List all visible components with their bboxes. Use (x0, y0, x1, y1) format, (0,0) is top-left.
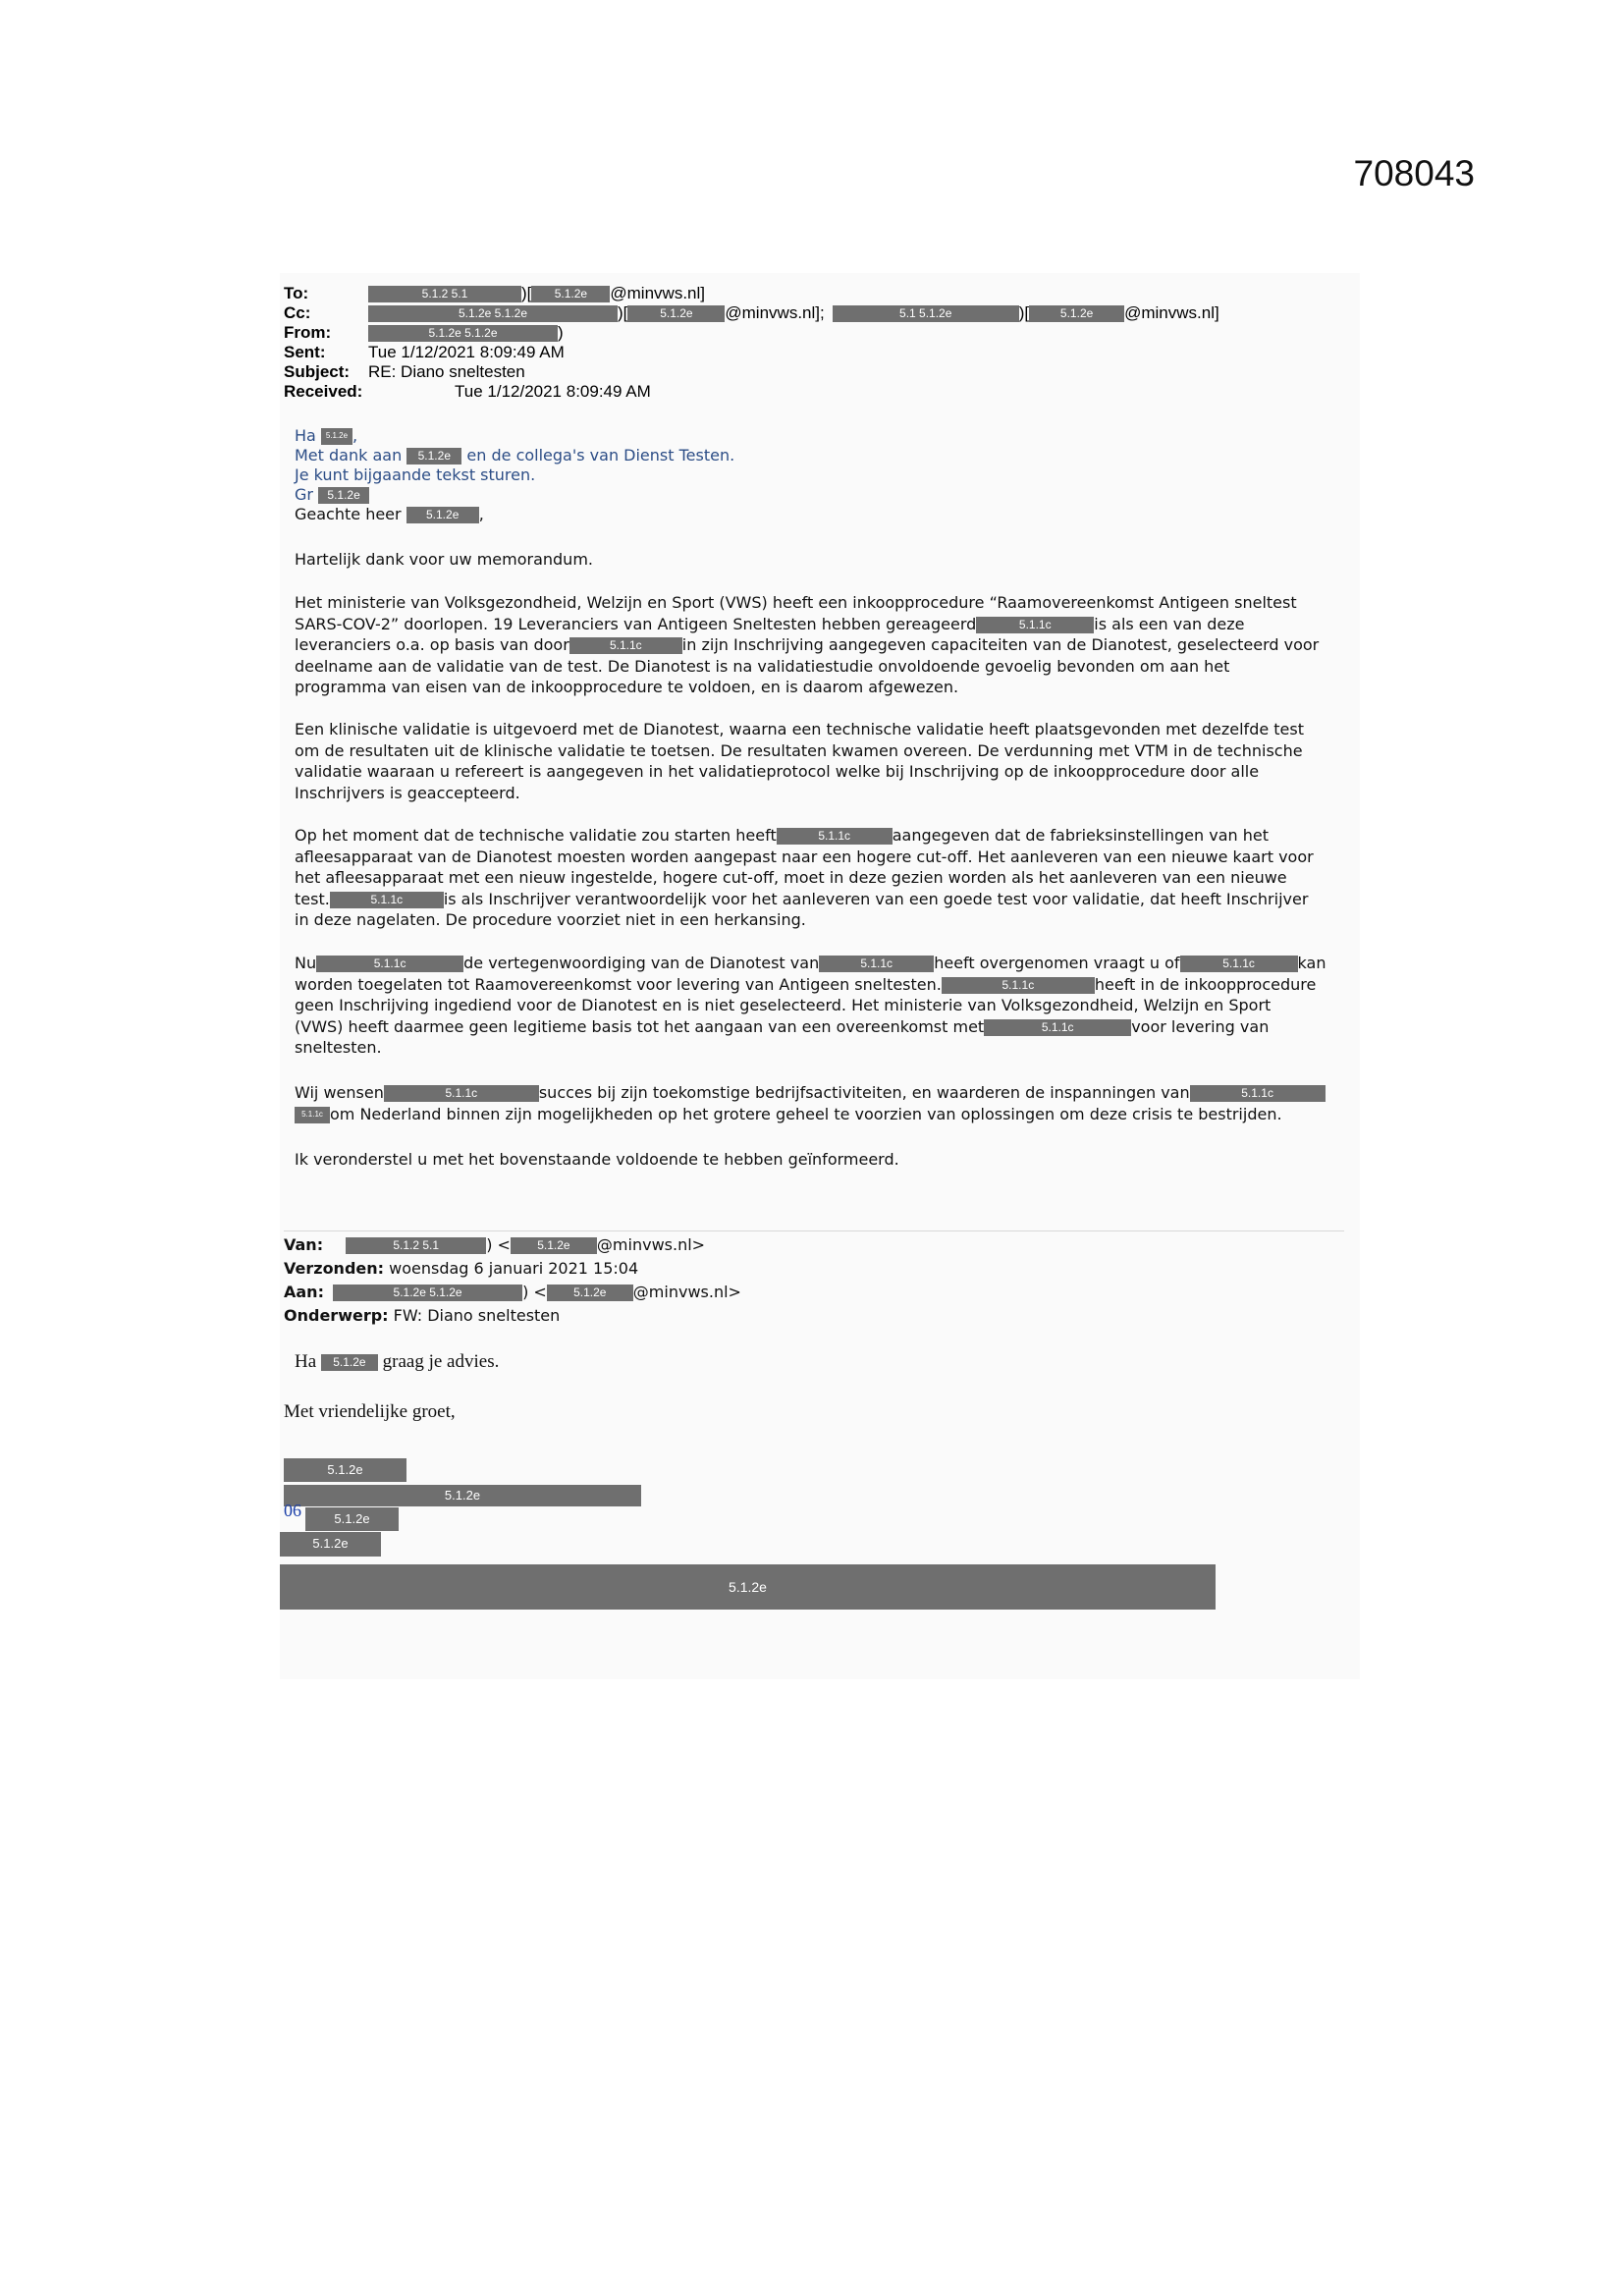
text-line: worden toegelaten tot Raamovereenkomst voor levering van Antigeen sneltesten. (295, 974, 942, 994)
redaction: 5.1.1c (330, 892, 444, 908)
verzonden-value: woensdag 6 januari 2021 15:04 (389, 1259, 639, 1278)
redaction: 5.1.2 5.1 (368, 286, 521, 302)
text-line: om Nederland binnen zijn mogelijkheden op het grotere geheel te voorzien van oplossingen om deze crisis te bestrijden. (330, 1104, 1282, 1123)
punct: ) < (486, 1235, 511, 1254)
subject-row (284, 362, 1219, 382)
text-line: aangegeven dat de fabrieksinstellingen van het (892, 826, 1269, 845)
received-row (284, 382, 1219, 402)
redaction: 5.1.1c (819, 956, 934, 972)
text-line: is als Inschrijver verantwoordelijk voor het aanleveren van een goede test voor validatie, dat heeft Inschrijver (443, 889, 1309, 908)
redaction: 5.1.1c (569, 637, 682, 654)
text-line: Nu (295, 954, 317, 972)
from-row: From: 5.1.2e 5.1.2e ) (284, 323, 564, 342)
redaction: 5.1.1c (1190, 1085, 1326, 1102)
text-line: is als een van deze (1094, 614, 1245, 633)
reply-message (295, 426, 734, 524)
email-header (284, 284, 1219, 402)
text-line: SARS-COV-2” doorlopen. 19 Leveranciers van Antigeen Sneltesten hebben gereageerd (295, 614, 977, 633)
text-line: in zijn Inschrijving aangegeven capaciteiten van de Dianotest, geselecteerd voor (681, 635, 1320, 655)
reply-line: Je kunt bijgaande tekst sturen. (295, 465, 536, 484)
text-line: Op het moment dat de technische validatie zou starten heeft (295, 826, 777, 845)
van-domain: @minvws.nl> (596, 1235, 706, 1254)
reply-greeting: Ha (295, 426, 316, 445)
redaction: 5.1.2e (406, 507, 479, 523)
text-line: graag je advies. (382, 1351, 500, 1372)
text-line: Een klinische validatie is uitgevoerd met de Dianotest, waarna een technische validatie heeft plaatsgevonden met dezelfde test (295, 720, 1304, 738)
phone-prefix: 06 (284, 1501, 301, 1520)
redaction: 5.1.2e (531, 286, 610, 302)
redaction: 5.1 5.1.2e (833, 305, 1019, 322)
verzonden-label: Verzonden: (284, 1259, 385, 1278)
punct: ) < (522, 1283, 547, 1301)
paragraph-4 (295, 825, 1345, 931)
redaction: 5.1.1c (1180, 956, 1298, 972)
salutation: Geachte heer (295, 505, 402, 523)
to-label: To: (284, 284, 309, 302)
text-line: de vertegenwoordiging van de Dianotest van (463, 954, 820, 972)
text-line: Hartelijk dank voor uw memorandum. (295, 550, 593, 569)
sent-label: Sent: (284, 343, 326, 361)
from-label: From: (284, 323, 332, 342)
redaction: 5.1.2e (321, 428, 352, 445)
cc-label: Cc: (284, 303, 311, 322)
text-line: test. (295, 889, 330, 908)
redaction: 5.1.1c (942, 977, 1095, 994)
paragraph-6 (295, 1082, 1345, 1124)
punct: , (478, 505, 484, 523)
redaction: 5.1.1c (777, 828, 893, 845)
text-line: succes bij zijn toekomstige bedrijfsactiviteiten, en waarderen de inspanningen van (538, 1083, 1190, 1102)
signature-redaction: 5.1.2e (284, 1458, 406, 1482)
subject-label: Subject: (284, 362, 351, 381)
punct: , (352, 426, 358, 445)
text-line: om de resultaten uit de klinische validatie te toetsen. De resultaten kwamen overeen. De verdunning met VTM in de technische (295, 740, 1303, 760)
redaction: 5.1.1c (984, 1019, 1131, 1036)
sent-row (284, 343, 1219, 362)
redaction: 5.1.2e 5.1.2e (333, 1285, 522, 1301)
reply-line: Met dank aan (295, 446, 403, 465)
redaction: 5.1.1c (295, 1107, 330, 1123)
redaction: 5.1.2e (547, 1285, 633, 1301)
closing-greeting: Met vriendelijke groet, (284, 1401, 456, 1422)
aan-label: Aan: (284, 1283, 324, 1301)
redaction: 5.1.1c (384, 1085, 539, 1102)
text-line: in deze nagelaten. De procedure voorziet niet in een herkansing. (295, 910, 806, 930)
forwarded-header (284, 1233, 741, 1328)
cc-row: Cc: 5.1.2e 5.1.2e )[ 5.1.2e @minvws.nl]; 5.1 5.1.2e )[ 5.1.2e @minvws.nl] (284, 303, 1219, 322)
footer-redaction: 5.1.2e (280, 1564, 1216, 1610)
text-line: Wij wensen (295, 1083, 384, 1102)
redaction: 5.1.2e (321, 1354, 378, 1371)
text-line: sneltesten. (295, 1038, 382, 1058)
document-number: 708043 (1353, 153, 1475, 193)
received-value: Tue 1/12/2021 8:09:49 AM (455, 382, 651, 401)
signature-redaction: 5.1.2e (280, 1532, 381, 1557)
text-line: deelname aan de validatie van de test. De Dianotest is na validatiestudie onvoldoende gevoelig bevonden om aan het (295, 656, 1230, 676)
redaction: 5.1.2e (627, 305, 725, 322)
signature-redaction: 5.1.2e (305, 1507, 399, 1531)
paragraph-5 (295, 953, 1345, 1059)
redaction: 5.1.2e (318, 487, 369, 504)
text-line: afleesapparaat van de Dianotest moesten worden aangepast naar een hogere cut-off. Het aanleveren van een nieuwe kaart voor (295, 847, 1314, 866)
text-line: Ik veronderstel u met het bovenstaande voldoende te hebben geïnformeerd. (295, 1150, 899, 1169)
onderwerp-value: FW: Diano sneltesten (393, 1306, 561, 1325)
to-row: To: 5.1.2 5.1 )[ 5.1.2e @minvws.nl] (284, 284, 705, 302)
to-domain: @minvws.nl] (610, 284, 705, 302)
reply-line: en de collega's van Dienst Testen. (466, 446, 735, 465)
signature-redaction: 5.1.2e (284, 1485, 641, 1506)
sent-value: Tue 1/12/2021 8:09:49 AM (368, 343, 565, 361)
redaction: 5.1.1c (316, 956, 463, 972)
reply-signoff: Gr (295, 485, 313, 504)
redaction: 5.1.2e (406, 448, 461, 465)
text-line: Ha (295, 1351, 317, 1372)
paragraph-7 (295, 1149, 1345, 1171)
text-line: voor levering van (1131, 1016, 1270, 1036)
text-line: geen Inschrijving ingediend voor de Dianotest en is niet geselecteerd. Het ministerie van Volksgezondheid, Welzijn en Sport (295, 996, 1272, 1015)
text-line: programma van eisen van de inkoopprocedure te voldoen, en is daarom afgewezen. (295, 678, 959, 697)
paragraph-3 (295, 719, 1345, 803)
aan-domain: @minvws.nl> (632, 1283, 741, 1301)
cc-domain-1: @minvws.nl]; (725, 303, 825, 322)
onderwerp-label: Onderwerp: (284, 1306, 389, 1325)
text-line: Het ministerie van Volksgezondheid, Welzijn en Sport (VWS) heeft een inkoopprocedure “Raamovereenkomst Antigeen sneltest (295, 593, 1297, 612)
redaction: 5.1.2 5.1 (346, 1237, 486, 1254)
divider (284, 1230, 1344, 1231)
text-line: het afleesapparaat met een nieuw ingestelde, hogere cut-off, moet in deze gezien worden als het aanleveren van een nieuwe (295, 868, 1287, 888)
van-label: Van: (284, 1235, 324, 1254)
text-line: heeft overgenomen vraagt u of (934, 954, 1180, 972)
text-line: kan (1297, 954, 1326, 972)
text-line: heeft in de inkoopprocedure (1094, 974, 1317, 994)
forward-message (295, 1351, 499, 1373)
text-line: Inschrijvers is geaccepteerd. (295, 783, 520, 802)
text-line: (VWS) heeft daarmee geen legitieme basis tot het aangaan van een overeenkomst met (295, 1016, 985, 1036)
redaction: 5.1.2e (1029, 305, 1124, 322)
redaction: 5.1.1c (976, 617, 1094, 633)
redaction: 5.1.2e 5.1.2e (368, 325, 558, 342)
subject-value: RE: Diano sneltesten (368, 362, 525, 381)
redaction: 5.1.2e 5.1.2e (368, 305, 618, 322)
cc-domain-2: @minvws.nl] (1124, 303, 1219, 322)
paragraph-1 (295, 549, 1345, 571)
text-line: validatie waaraan u refereert is aangegeven in het validatieprotocol welke bij Inschrijving op de inkoopprocedure door alle (295, 762, 1260, 782)
paragraph-2 (295, 592, 1345, 698)
text-line: leveranciers o.a. op basis van door (295, 635, 569, 655)
redaction: 5.1.2e (511, 1237, 597, 1254)
received-label: Received: (284, 382, 363, 401)
